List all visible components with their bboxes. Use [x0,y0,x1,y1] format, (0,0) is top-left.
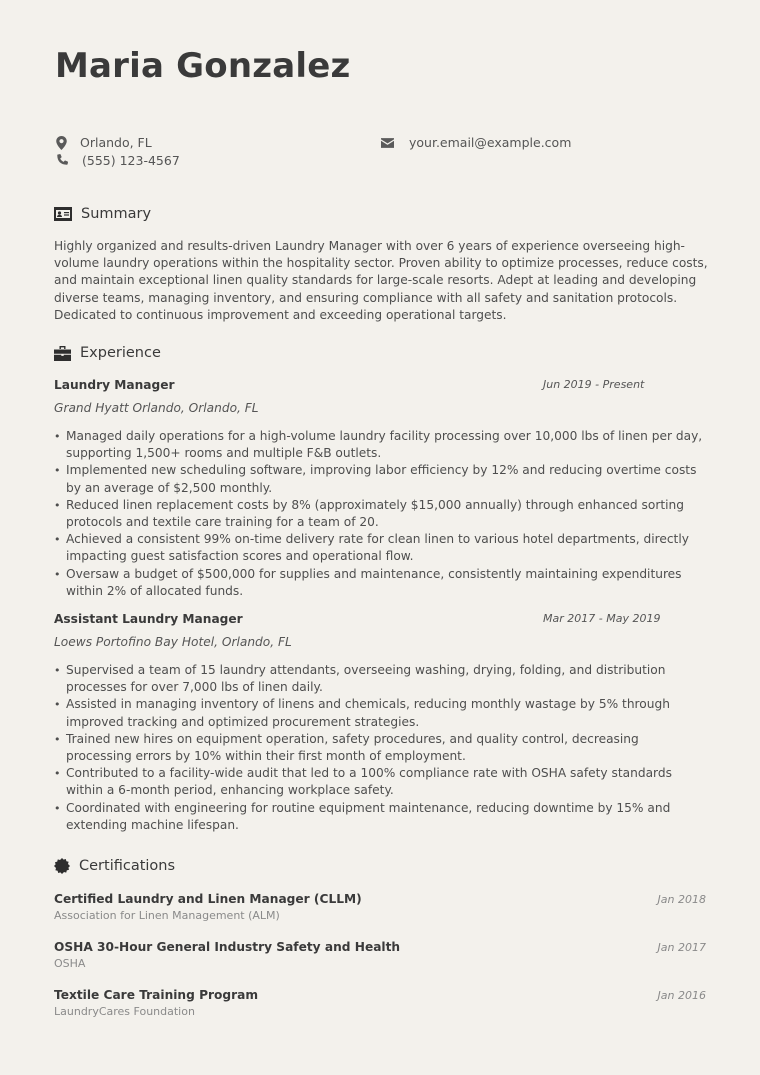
certification-date: Jan 2017 [657,941,706,954]
job-bullet: • Trained new hires on equipment operation, safety procedures, and quality control, decreasing processing errors by 10% within their first month of employment. [54,731,706,765]
certification-entry [54,940,706,970]
job-bullet: • Contributed to a facility-wide audit that led to a 100% compliance rate with OSHA safety standards within a 6-month period, enhancing workplace safety. [54,765,706,799]
job-bullet: • Reduced linen replacement costs by 8% (approximately $15,000 annually) through enhanced sorting protocols and textile care training for a team of 20. [54,497,706,531]
section-summary-title: Summary [81,206,152,222]
job-title: Laundry Manager [54,378,175,392]
certification-name: Certified Laundry and Linen Manager (CLLM) [54,892,362,906]
badge-icon [54,858,70,874]
contact-location [54,135,152,150]
job-bullets [54,662,714,834]
job-company: Loews Portofino Bay Hotel, Orlando, FL [54,635,292,649]
contact-phone [54,153,180,168]
candidate-name: Maria Gonzalez [55,46,351,86]
section-experience-heading [54,345,161,361]
contact-email [380,135,571,150]
certification-entry [54,892,706,922]
certification-name: OSHA 30-Hour General Industry Safety and Health [54,940,401,954]
job-bullet: • Supervised a team of 15 laundry attendants, overseeing washing, drying, folding, and distribution processes for over 7,000 lbs of linen daily. [54,662,706,696]
certification-issuer: Association for Linen Management (ALM) [54,909,280,922]
section-certifications-heading [54,858,175,874]
phone-text: (555) 123-4567 [82,153,180,168]
section-certifications-title: Certifications [79,858,176,874]
envelope-icon [380,136,394,150]
job-dates: Mar 2017 - May 2019 [543,612,661,625]
job-bullets [54,428,714,600]
experience-entry [54,378,714,600]
job-bullet: • Coordinated with engineering for routine equipment maintenance, reducing downtime by 15% and extending machine lifespan. [54,800,706,834]
certification-name: Textile Care Training Program [54,988,259,1002]
certification-entry [54,988,706,1018]
location-text: Orlando, FL [80,135,152,150]
job-bullet: • Oversaw a budget of $500,000 for supplies and maintenance, consistently maintaining expenditures within 2% of allocated funds. [54,566,706,600]
summary-paragraph: Highly organized and results-driven Laundry Manager with over 6 years of experience overseeing high-volume laundry operations within the hospitality sector. Proven ability to optimize processes, reduce costs, and maintain exceptional linen quality standards for large-scale resorts. Adept at leading and developing diverse teams, managing inventory, and ensuring compliance with all safety and sanitation protocols. Dedicated to continuous improvement and exceeding operational targets. [54,239,708,322]
id-card-icon [54,207,72,221]
email-text[interactable]: your.email@example.com [409,135,572,150]
job-bullet: • Achieved a consistent 99% on-time delivery rate for clean linen to various hotel departments, directly impacting guest satisfaction scores and operational flow. [54,531,706,565]
job-bullet: • Assisted in managing inventory of linens and chemicals, reducing monthly wastage by 5% through improved tracking and optimized procurement strategies. [54,696,706,730]
certification-date: Jan 2018 [657,893,706,906]
section-experience-title: Experience [80,345,161,361]
certification-date: Jan 2016 [657,989,706,1002]
experience-entry [54,612,714,834]
job-title: Assistant Laundry Manager [54,612,243,626]
job-bullet: • Implemented new scheduling software, improving labor efficiency by 12% and reducing overtime costs by an average of $2,500 monthly. [54,462,706,496]
briefcase-icon [54,346,71,361]
job-dates: Jun 2019 - Present [543,378,645,391]
phone-icon [54,154,68,168]
job-company: Grand Hyatt Orlando, Orlando, FL [54,401,259,415]
certification-issuer: OSHA [54,957,86,970]
section-summary-heading [54,206,151,222]
map-pin-icon [54,136,68,150]
job-bullet: • Managed daily operations for a high-volume laundry facility processing over 10,000 lbs of linen per day, supporting 1,500+ rooms and multiple F&B outlets. [54,428,706,462]
certification-issuer: LaundryCares Foundation [54,1005,195,1018]
